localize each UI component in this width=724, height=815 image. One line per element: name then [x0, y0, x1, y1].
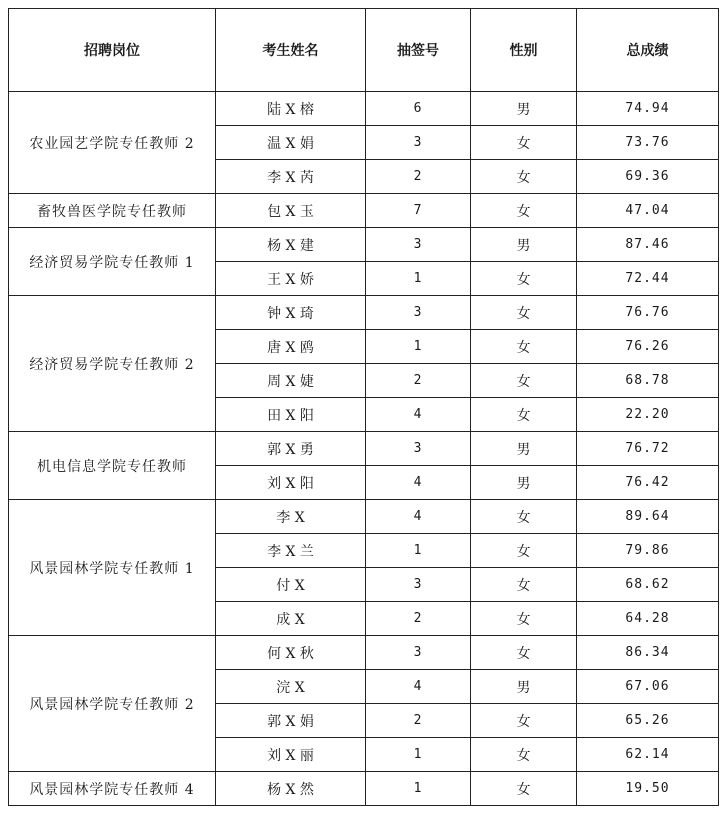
gender-cell: 女 [471, 738, 577, 772]
gender-cell: 女 [471, 636, 577, 670]
table-row [9, 92, 719, 126]
candidate-name-cell: 何 X 秋 [216, 636, 366, 670]
total-score-cell: 89.64 [577, 500, 719, 534]
lot-number-cell: 1 [366, 330, 471, 364]
position-cell: 畜牧兽医学院专任教师 [9, 194, 216, 228]
gender-cell: 女 [471, 704, 577, 738]
total-score-cell: 64.28 [577, 602, 719, 636]
position-cell: 风景园林学院专任教师 4 [9, 772, 216, 806]
candidate-name-cell: 唐 X 鸥 [216, 330, 366, 364]
gender-cell: 女 [471, 398, 577, 432]
gender-cell: 女 [471, 262, 577, 296]
gender-cell: 女 [471, 126, 577, 160]
header-name: 考生姓名 [216, 9, 366, 92]
total-score-cell: 76.76 [577, 296, 719, 330]
position-cell: 经济贸易学院专任教师 1 [9, 228, 216, 296]
candidate-name-cell: 付 X [216, 568, 366, 602]
lot-number-cell: 4 [366, 466, 471, 500]
lot-number-cell: 3 [366, 432, 471, 466]
total-score-cell: 73.76 [577, 126, 719, 160]
results-table [8, 8, 719, 806]
total-score-cell: 19.50 [577, 772, 719, 806]
total-score-cell: 22.20 [577, 398, 719, 432]
table-row [9, 296, 719, 330]
header-gender: 性别 [471, 9, 577, 92]
results-sheet [8, 8, 718, 806]
gender-cell: 女 [471, 160, 577, 194]
gender-cell: 男 [471, 466, 577, 500]
total-score-cell: 69.36 [577, 160, 719, 194]
candidate-name-cell: 陆 X 榕 [216, 92, 366, 126]
total-score-cell: 68.62 [577, 568, 719, 602]
position-cell: 风景园林学院专任教师 1 [9, 500, 216, 636]
lot-number-cell: 3 [366, 228, 471, 262]
total-score-cell: 79.86 [577, 534, 719, 568]
header-lot: 抽签号 [366, 9, 471, 92]
table-row [9, 636, 719, 670]
lot-number-cell: 2 [366, 602, 471, 636]
total-score-cell: 76.26 [577, 330, 719, 364]
lot-number-cell: 3 [366, 568, 471, 602]
candidate-name-cell: 王 X 娇 [216, 262, 366, 296]
candidate-name-cell: 温 X 娟 [216, 126, 366, 160]
candidate-name-cell: 杨 X 然 [216, 772, 366, 806]
total-score-cell: 87.46 [577, 228, 719, 262]
gender-cell: 女 [471, 500, 577, 534]
gender-cell: 女 [471, 194, 577, 228]
candidate-name-cell: 李 X 兰 [216, 534, 366, 568]
gender-cell: 女 [471, 330, 577, 364]
total-score-cell: 68.78 [577, 364, 719, 398]
total-score-cell: 65.26 [577, 704, 719, 738]
position-cell: 农业园艺学院专任教师 2 [9, 92, 216, 194]
table-body [9, 92, 719, 806]
position-cell: 机电信息学院专任教师 [9, 432, 216, 500]
total-score-cell: 67.06 [577, 670, 719, 704]
candidate-name-cell: 李 X [216, 500, 366, 534]
lot-number-cell: 4 [366, 500, 471, 534]
header-score: 总成绩 [577, 9, 719, 92]
candidate-name-cell: 郭 X 勇 [216, 432, 366, 466]
gender-cell: 女 [471, 568, 577, 602]
candidate-name-cell: 刘 X 丽 [216, 738, 366, 772]
lot-number-cell: 7 [366, 194, 471, 228]
candidate-name-cell: 郭 X 娟 [216, 704, 366, 738]
table-row [9, 772, 719, 806]
lot-number-cell: 3 [366, 636, 471, 670]
gender-cell: 女 [471, 534, 577, 568]
total-score-cell: 62.14 [577, 738, 719, 772]
candidate-name-cell: 包 X 玉 [216, 194, 366, 228]
header-position: 招聘岗位 [9, 9, 216, 92]
gender-cell: 男 [471, 92, 577, 126]
lot-number-cell: 3 [366, 126, 471, 160]
gender-cell: 女 [471, 772, 577, 806]
gender-cell: 男 [471, 228, 577, 262]
total-score-cell: 76.72 [577, 432, 719, 466]
lot-number-cell: 4 [366, 398, 471, 432]
candidate-name-cell: 田 X 阳 [216, 398, 366, 432]
candidate-name-cell: 浣 X [216, 670, 366, 704]
table-row [9, 432, 719, 466]
total-score-cell: 76.42 [577, 466, 719, 500]
lot-number-cell: 2 [366, 364, 471, 398]
gender-cell: 女 [471, 364, 577, 398]
candidate-name-cell: 刘 X 阳 [216, 466, 366, 500]
total-score-cell: 47.04 [577, 194, 719, 228]
total-score-cell: 72.44 [577, 262, 719, 296]
gender-cell: 女 [471, 296, 577, 330]
lot-number-cell: 4 [366, 670, 471, 704]
header-row [9, 9, 719, 92]
total-score-cell: 74.94 [577, 92, 719, 126]
table-row [9, 500, 719, 534]
lot-number-cell: 1 [366, 772, 471, 806]
lot-number-cell: 2 [366, 160, 471, 194]
candidate-name-cell: 李 X 芮 [216, 160, 366, 194]
total-score-cell: 86.34 [577, 636, 719, 670]
lot-number-cell: 1 [366, 534, 471, 568]
lot-number-cell: 6 [366, 92, 471, 126]
position-cell: 风景园林学院专任教师 2 [9, 636, 216, 772]
gender-cell: 男 [471, 432, 577, 466]
candidate-name-cell: 钟 X 琦 [216, 296, 366, 330]
lot-number-cell: 1 [366, 262, 471, 296]
lot-number-cell: 1 [366, 738, 471, 772]
lot-number-cell: 3 [366, 296, 471, 330]
candidate-name-cell: 周 X 婕 [216, 364, 366, 398]
candidate-name-cell: 成 X [216, 602, 366, 636]
position-cell: 经济贸易学院专任教师 2 [9, 296, 216, 432]
lot-number-cell: 2 [366, 704, 471, 738]
table-row [9, 194, 719, 228]
table-row [9, 228, 719, 262]
candidate-name-cell: 杨 X 建 [216, 228, 366, 262]
gender-cell: 男 [471, 670, 577, 704]
gender-cell: 女 [471, 602, 577, 636]
